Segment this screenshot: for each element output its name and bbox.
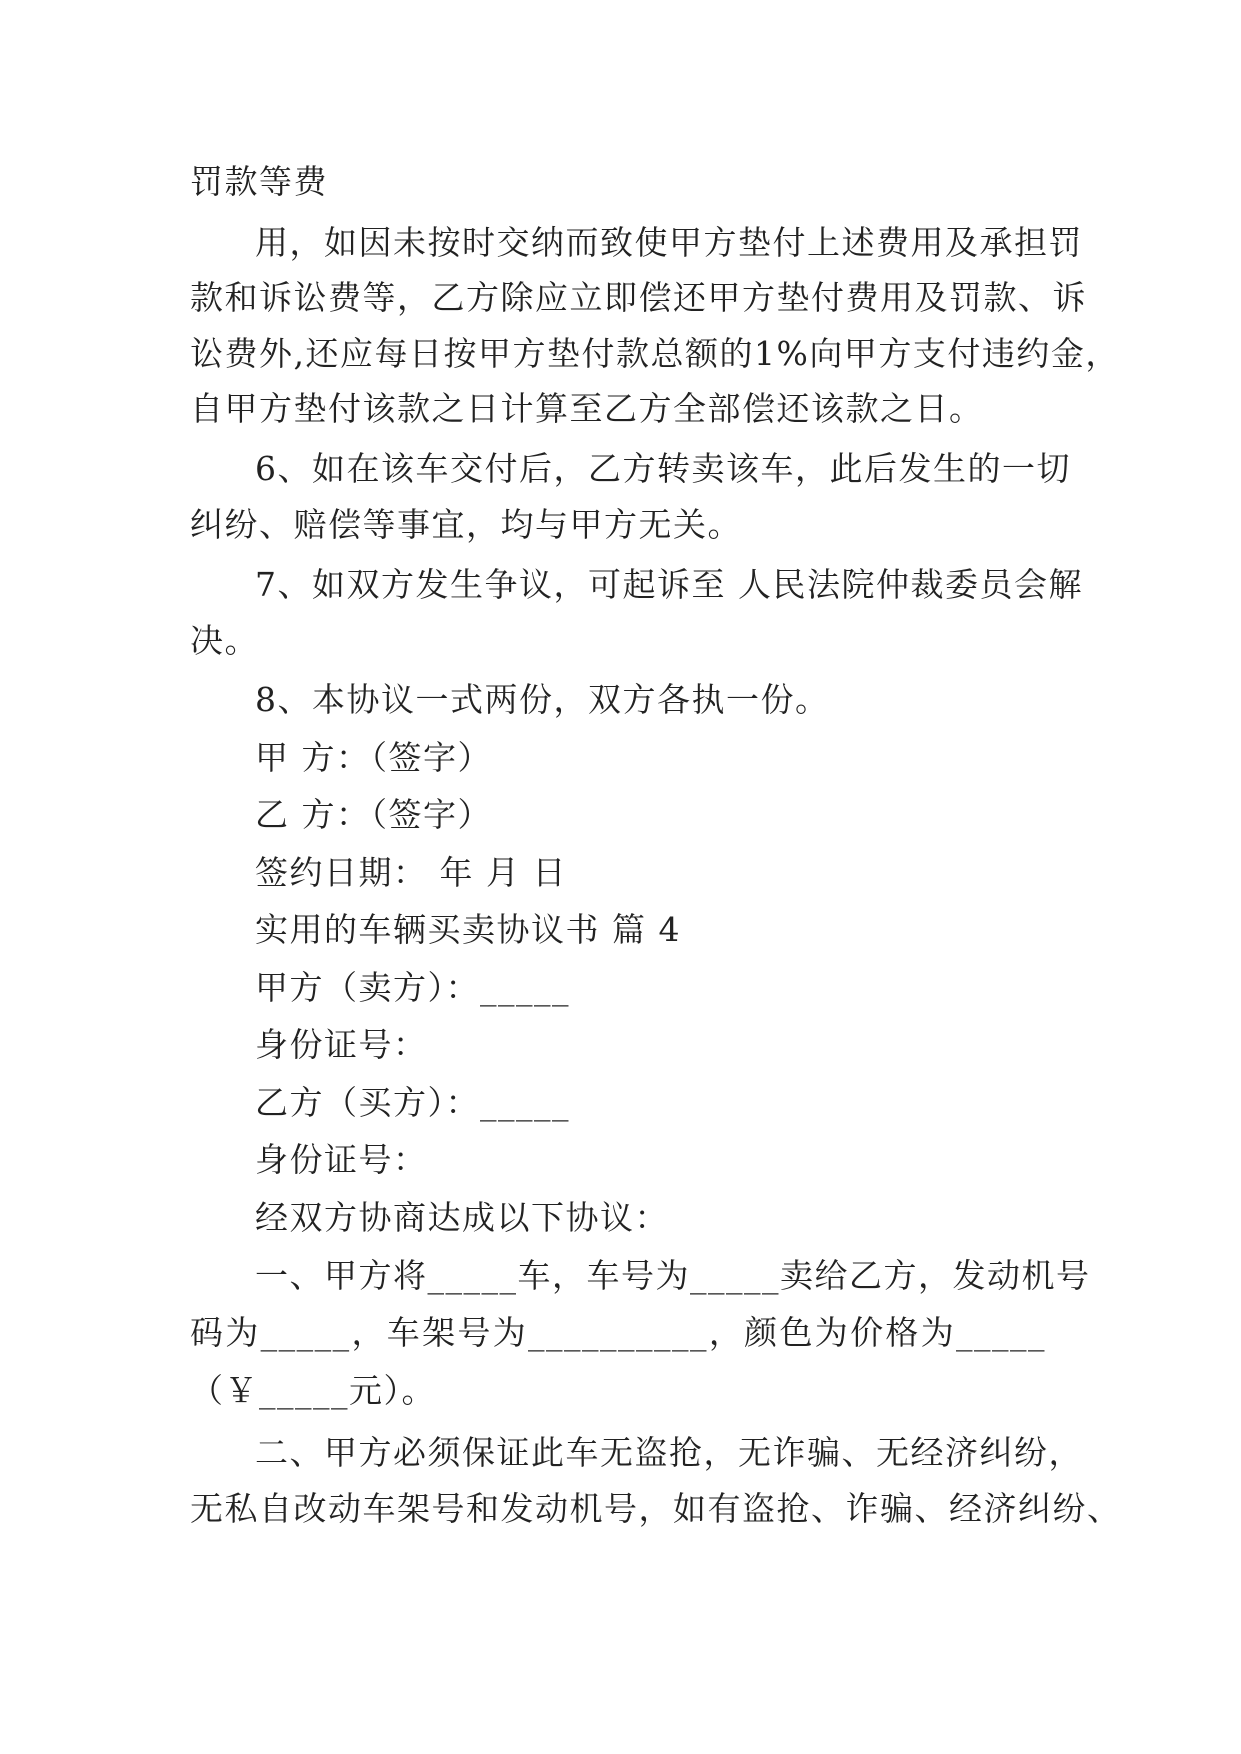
seller-id-field: 身份证号： — [255, 1025, 428, 1064]
sign-date: 签约日期： 年 月 日 — [255, 853, 567, 892]
text-line: 纠纷、赔偿等事宜，均与甲方无关。 — [190, 505, 742, 544]
seller-field: 甲方（卖方）：_____ — [255, 968, 570, 1007]
buyer-id-field: 身份证号： — [255, 1140, 428, 1179]
text-line: 6、如在该车交付后，乙方转卖该车，此后发生的一切 — [255, 449, 1071, 488]
text-line: 决。 — [190, 621, 259, 660]
signature-party-a: 甲 方：（签字） — [255, 738, 492, 777]
text-line: 7、如双方发生争议，可起诉至 人民法院仲裁委员会解 — [255, 565, 1083, 604]
text-line: 自甲方垫付该款之日计算至乙方全部偿还该款之日。 — [190, 389, 984, 428]
text-line: 二、甲方必须保证此车无盗抢，无诈骗、无经济纠纷， — [255, 1433, 1083, 1472]
text-line: 8、本协议一式两份，双方各执一份。 — [255, 680, 830, 719]
text-line: 经双方协商达成以下协议： — [255, 1198, 669, 1237]
signature-party-b: 乙 方：（签字） — [255, 795, 492, 834]
buyer-field: 乙方（买方）：_____ — [255, 1083, 570, 1122]
text-line: 码为_____，车架号为__________，颜色为价格为_____ — [190, 1313, 1046, 1352]
text-line: 罚款等费 — [190, 162, 328, 201]
text-line: 讼费外,还应每日按甲方垫付款总额的1%向甲方支付违约金， — [190, 334, 1120, 373]
text-line: 无私自改动车架号和发动机号，如有盗抢、诈骗、经济纠纷、 — [190, 1489, 1122, 1528]
text-line: 款和诉讼费等，乙方除应立即偿还甲方垫付费用及罚款、诉 — [190, 278, 1087, 317]
text-line: （￥_____元）。 — [190, 1371, 436, 1410]
text-line: 一、甲方将_____车，车号为_____卖给乙方，发动机号 — [255, 1256, 1091, 1295]
section-heading: 实用的车辆买卖协议书 篇 4 — [255, 910, 681, 949]
text-line: 用，如因未按时交纳而致使甲方垫付上述费用及承担罚 — [255, 223, 1083, 262]
